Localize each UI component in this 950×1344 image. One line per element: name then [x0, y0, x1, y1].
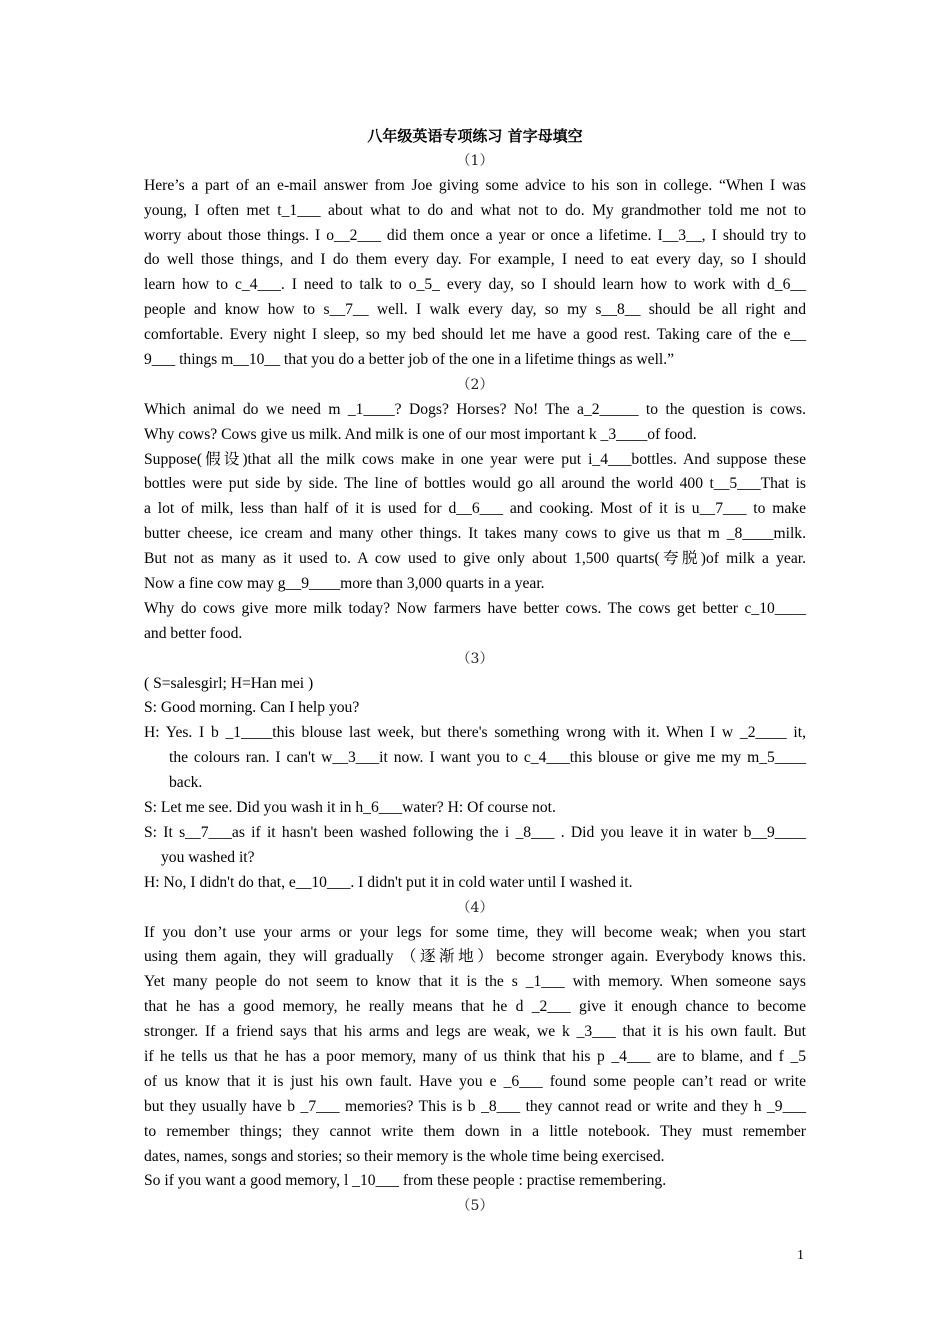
text-line: Here’s a part of an e-mail answer from Joe giving some advice to his son in college. “When I was — [144, 176, 806, 194]
text-line: S: Good morning. Can I help you? — [144, 699, 360, 717]
section-number: （2） — [456, 376, 494, 393]
page-title: 八年级英语专项练习 首字母填空 — [367, 127, 583, 145]
text-line: Now a fine cow may g__9____more than 3,000 quarts in a year. — [144, 575, 545, 593]
text-line: young, I often met t_1___ about what to do and what not to do. My grandmother told me not to — [144, 201, 806, 219]
section-number: （1） — [456, 152, 494, 169]
section — [144, 1194, 806, 1219]
text-line: of us know that it is just his own fault. Have you e _6___ found some people can’t read or write — [144, 1072, 806, 1090]
text-line: do well those things, and I do them every day. For example, I need to eat every day, so I should — [144, 251, 806, 269]
section — [144, 896, 806, 1195]
section — [144, 149, 806, 373]
text-line: people and know how to s__7__ well. I walk every day, so my s__8__ should be all right and — [144, 301, 806, 319]
text-line: learn how to c_4___. I need to talk to o_5_ every day, so I should learn how to work with d_6__ — [144, 276, 806, 294]
section-number: （3） — [456, 650, 494, 667]
text-line: ( S=salesgirl; H=Han mei ) — [144, 674, 314, 692]
text-line: if he tells us that he has a poor memory, many of us think that his p _4___ are to blame, and f _5 — [144, 1047, 806, 1065]
sections — [144, 149, 806, 1219]
text-line: bottles were put side by side. The line of bottles would go all around the world 400 t__5___That is — [144, 475, 806, 493]
text-line: and better food. — [144, 624, 243, 642]
section-number: （5） — [456, 1198, 494, 1215]
text-line: worry about those things. I o__2___ did them once a year or once a lifetime. I__3__, I should try to — [144, 226, 806, 244]
text-line: H: Yes. I b _1____this blouse last week, but there's something wrong with it. When I w _2____ it, — [144, 724, 806, 742]
text-line: a lot of milk, less than half of it is used for d__6___ and cooking. Most of it is u__7___ to make — [144, 500, 806, 518]
text-line: But not as many as it used to. A cow used to give only about 1,500 quarts(夸脱)of milk a year. — [144, 550, 806, 568]
text-line: using them again, they will gradually （逐渐地）become stronger again. Everybody knows this. — [144, 948, 806, 966]
text-line: If you don’t use your arms or your legs for some time, they will become weak; when you start — [144, 923, 806, 941]
text-line: Why do cows give more milk today? Now farmers have better cows. The cows get better c_10____ — [144, 599, 806, 617]
text-line: but they usually have b _7___ memories? This is b _8___ they cannot read or write and they h _9___ — [144, 1097, 806, 1115]
text-line: S: It s__7___as if it hasn't been washed following the i _8___ . Did you leave it in water b__9____ — [144, 823, 806, 841]
text-line: back. — [169, 774, 203, 792]
text-line: butter cheese, ice cream and many other things. It takes many cows to give us that m _8____milk. — [144, 525, 806, 543]
text-line: you washed it? — [161, 848, 255, 866]
text-line: Why cows? Cows give us milk. And milk is one of our most important k _3____of food. — [144, 425, 697, 443]
text-line: So if you want a good memory, l _10___ from these people : practise remembering. — [144, 1172, 667, 1190]
section-number: （4） — [456, 899, 494, 916]
text-line: comfortable. Every night I sleep, so my bed should let me have a good rest. Taking care of the e__ — [144, 326, 806, 344]
text-line: that he has a good memory, he really means that he d _2___ give it enough chance to become — [144, 998, 806, 1016]
text-line: 9___ things m__10__ that you do a better job of the one in a lifetime things as well.” — [144, 351, 675, 369]
text-line: Yet many people do not seem to know that it is the s _1___ with memory. When someone says — [144, 973, 806, 991]
page-number: 1 — [797, 1248, 804, 1263]
text-line: stronger. If a friend says that his arms and legs are weak, we k _3___ that it is his own fault. But — [144, 1023, 806, 1041]
text-line: Suppose(假设)that all the milk cows make in one year were put i_4___bottles. And suppose these — [144, 450, 806, 468]
text-line: Which animal do we need m _1____? Dogs? Horses? No! The a_2_____ to the question is cows. — [144, 400, 806, 418]
text-line: to remember things; they cannot write them down in a little notebook. They must remember — [144, 1122, 806, 1140]
section — [144, 373, 806, 647]
document-body — [144, 124, 806, 1219]
section — [144, 647, 806, 896]
text-line: S: Let me see. Did you wash it in h_6___water? H: Of course not. — [144, 799, 556, 817]
text-line: the colours ran. I can't w__3___it now. I want you to c_4___this blouse or give me my m_5____ — [169, 749, 806, 767]
text-line: H: No, I didn't do that, e__10___. I didn't put it in cold water until I washed it. — [144, 873, 633, 891]
text-line: dates, names, songs and stories; so their memory is the whole time being exercised. — [144, 1147, 665, 1165]
